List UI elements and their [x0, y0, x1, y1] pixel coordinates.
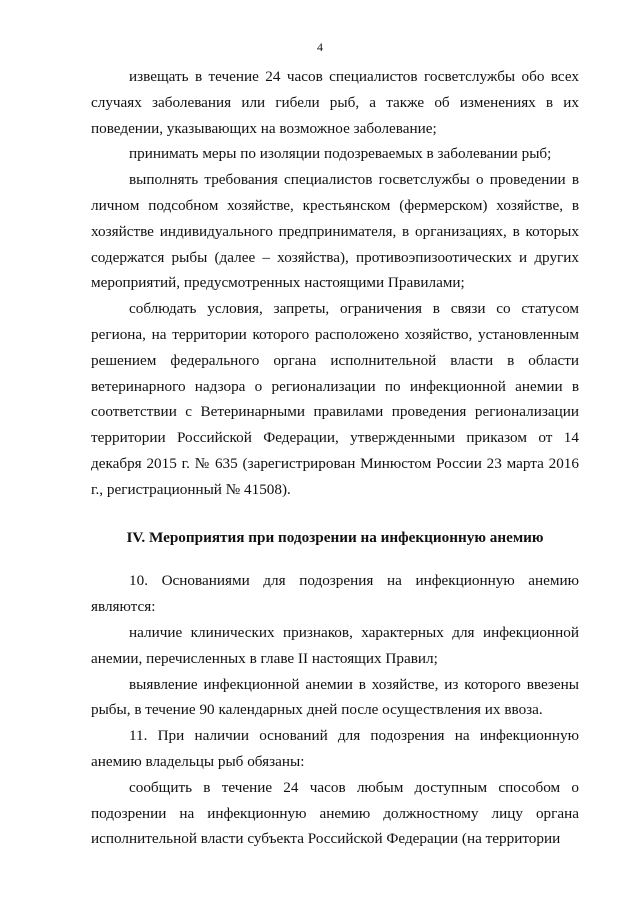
- paragraph-item-11: 11. При наличии оснований для подозрения на инфекционную анемию владельцы рыб обязаны:: [91, 727, 579, 770]
- paragraph-report-suspicion: сообщить в течение 24 часов любым доступным способом о подозрении на инфекционную анемию должностному лицу органа исполнительной власти субъекта Российской Федерации (на территории: [91, 778, 579, 848]
- paragraph-notify-specialists: извещать в течение 24 часов специалистов госветслужбы обо всех случаях заболевания или гибели рыб, а также об изменениях в их поведении, указывающих на возможное заболевание;: [91, 68, 579, 137]
- paragraph-item-10: 10. Основаниями для подозрения на инфекционную анемию являются:: [91, 572, 579, 616]
- section-heading: IV. Мероприятия при подозрении на инфекционную анемию: [126, 528, 544, 546]
- page-number: 4: [317, 40, 323, 54]
- paragraph-regionalization-conditions: соблюдать условия, запреты, ограничения в связи со статусом региона, на территории которого расположено хозяйство, установленным решением федерального органа исполнительной власти в области ветеринарного надзора о регионализации по инфекционной анемии в соответствии с Ветеринарными правилами проведения регионализации территории Российской Федерации, утвержденными приказом от 14 декабря 2015 г. № 635 (зарегистрирован Минюстом России 23 марта 2016 г., регистрационный № 41508).: [91, 300, 579, 498]
- paragraph-fulfil-requirements: выполнять требования специалистов госветслужбы о проведении в личном подсобном хозяйстве, крестьянском (фермерском) хозяйстве, в хозяйстве индивидуального предпринимателя, в организациях, в которых содержатся рыбы (далее – хозяйства), противоэпизоотических и других мероприятий, предусмотренных настоящими Правилами;: [91, 171, 579, 292]
- paragraph-isolation-measures: принимать меры по изоляции подозреваемых в заболевании рыб;: [129, 145, 552, 163]
- paragraph-clinical-signs: наличие клинических признаков, характерных для инфекционной анемии, перечисленных в главе II настоящих Правил;: [91, 623, 579, 667]
- document-body: [91, 64, 579, 852]
- paragraph-detection-in-farm: выявление инфекционной анемии в хозяйстве, из которого ввезены рыбы, в течение 90 календарных дней после осуществления их ввоза.: [91, 675, 579, 719]
